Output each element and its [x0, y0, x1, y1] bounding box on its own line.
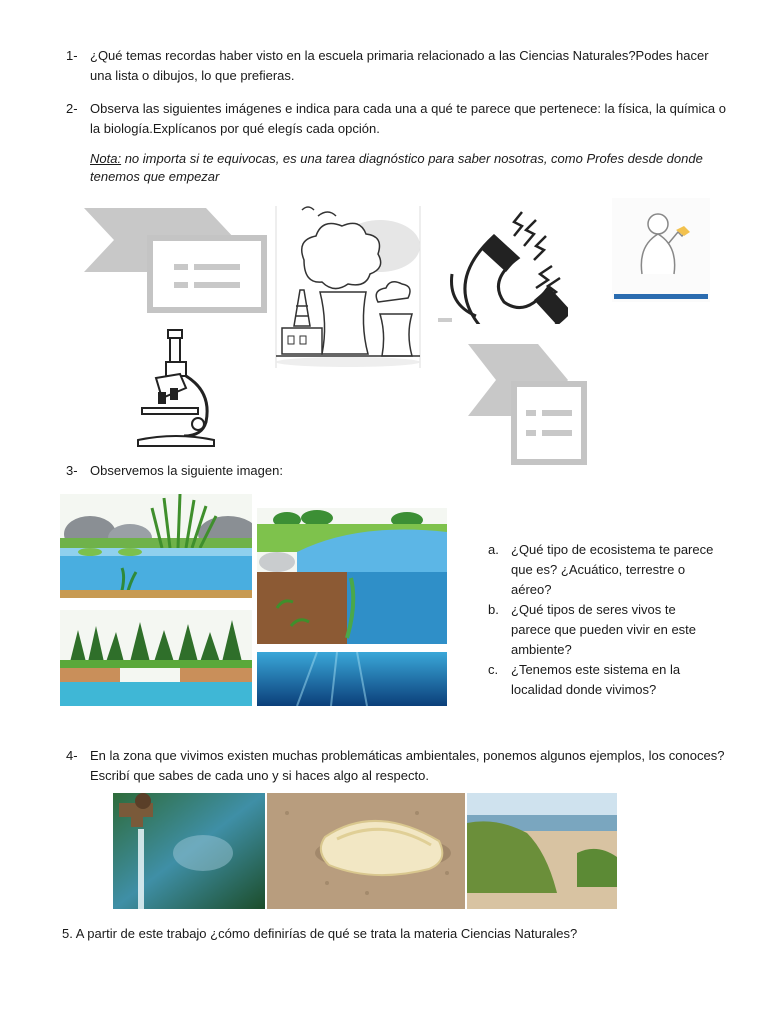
nota-paragraph — [90, 150, 730, 186]
beach-dunes-photo — [467, 793, 617, 909]
list-item-letter: b. — [488, 602, 499, 617]
question-5-text: 5. A partir de este trabajo ¿cómo definirías de qué se trata la materia Ciencias Naturales? — [62, 926, 578, 941]
forest-river-image — [60, 610, 252, 706]
question-2-text: Observa las siguientes imágenes e indica para cada una a qué te parece que pertenece: la física, la química o la biología.Explícanos por qué elegís cada opción. — [90, 101, 726, 136]
list-item — [488, 540, 718, 600]
question-2-number: 2- — [66, 101, 78, 116]
question-2 — [66, 99, 726, 139]
lake-ecosystem-image — [257, 508, 447, 644]
list-item-text: ¿Qué tipos de seres vivos te parece que pueden vivir en este ambiente? — [511, 602, 697, 657]
question-3 — [66, 461, 726, 481]
question-3-list — [488, 540, 718, 700]
microscope-illustration — [134, 328, 218, 452]
magnet-illustration — [436, 206, 568, 324]
question-3-number: 3- — [66, 463, 78, 478]
list-item-letter: c. — [488, 662, 499, 677]
scientist-icon — [612, 198, 710, 302]
image-placeholder-icon-2 — [466, 344, 590, 468]
list-item — [488, 600, 718, 660]
question-1-number: 1- — [66, 48, 78, 63]
question-1 — [66, 46, 726, 86]
question-4 — [66, 746, 726, 786]
deep-water-image — [257, 652, 447, 706]
shell-on-sand-photo — [267, 793, 465, 909]
question-4-text: En la zona que vivimos existen muchas problemáticas ambientales, ponemos algunos ejemplos, los conoces? Escribí que sabes de cada uno y si haces algo al respecto. — [90, 748, 725, 783]
question-1-text: ¿Qué temas recordas haber visto en la escuela primaria relacionado a las Ciencias Naturales?Podes hacer una lista o dibujos, lo que prefieras. — [90, 48, 709, 83]
faucet-water-photo — [113, 793, 265, 909]
nota-label: Nota: — [90, 151, 122, 166]
list-item — [488, 660, 718, 700]
question-3-text: Observemos la siguiente imagen: — [90, 463, 283, 478]
image-placeholder-icon — [84, 206, 268, 314]
list-item-text: ¿Qué tipo de ecosistema te parece que es? ¿Acuático, terrestre o aéreo? — [511, 542, 714, 597]
list-item-letter: a. — [488, 542, 499, 557]
nota-text: no importa si te equivocas, es una tarea diagnóstico para saber nosotras, como Profes desde donde tenemos que empezar — [90, 151, 703, 184]
pond-ecosystem-image — [60, 494, 252, 598]
question-4-number: 4- — [66, 748, 78, 763]
list-item-text: ¿Tenemos este sistema en la localidad donde vivimos? — [511, 662, 681, 697]
factory-pollution-illustration — [274, 206, 422, 368]
